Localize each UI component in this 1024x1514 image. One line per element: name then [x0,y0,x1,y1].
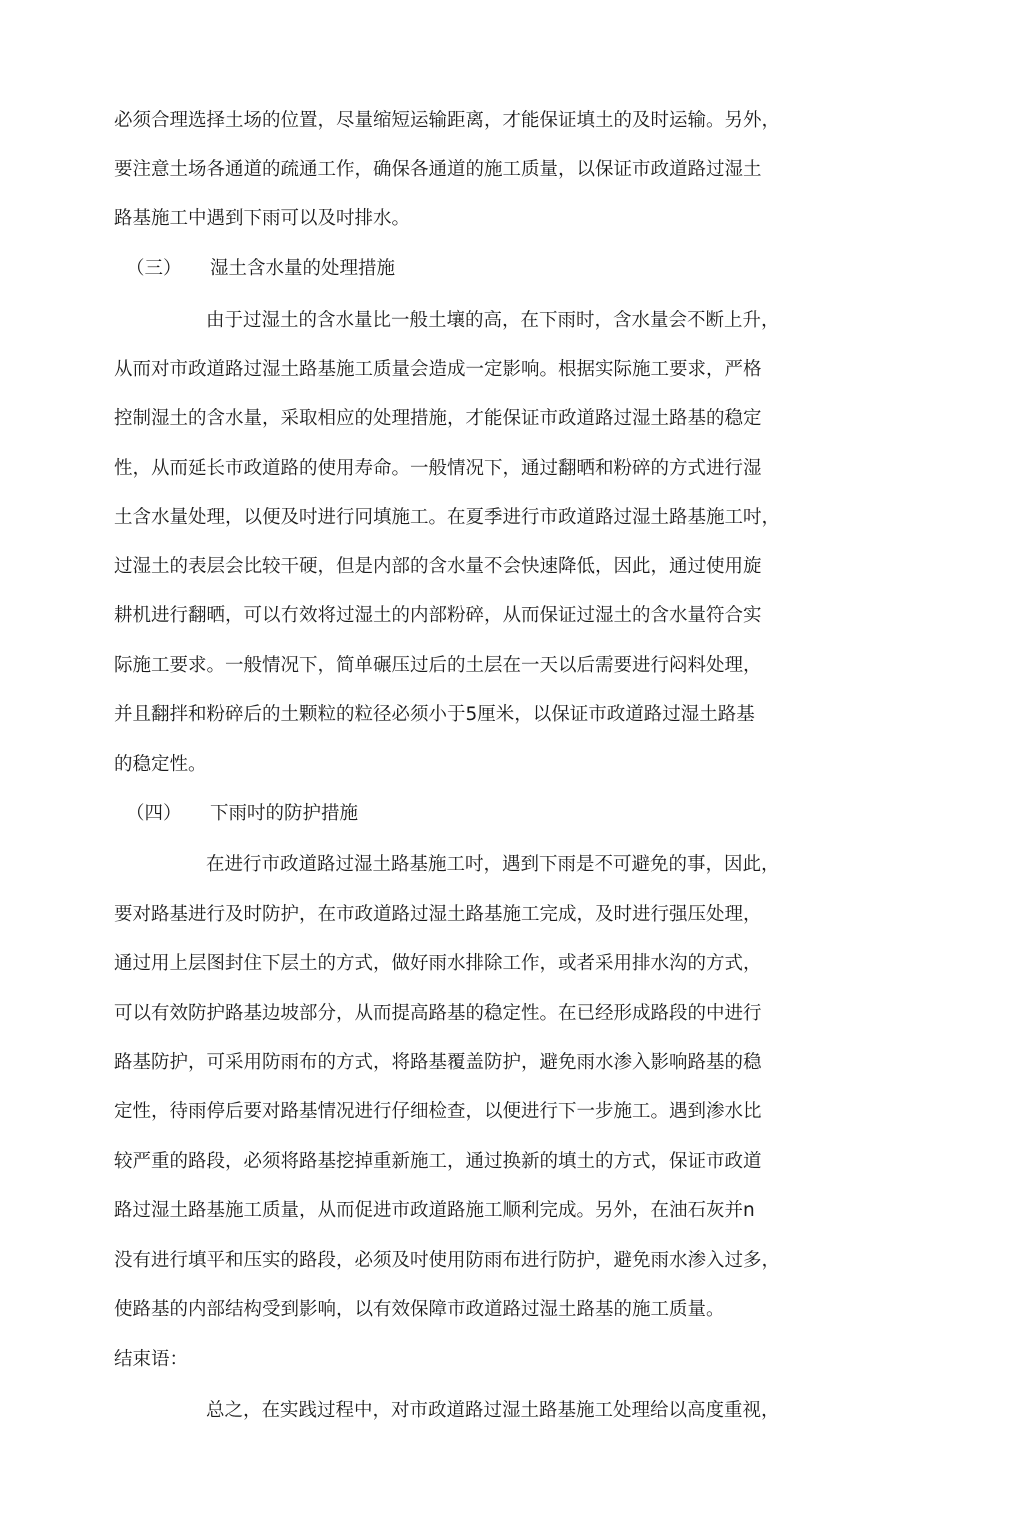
paragraph-line: 路过湿土路基施工质量，从而促进市政道路施工顺利完成。另外，在油石灰并n [114,1200,755,1221]
paragraph-line: 过湿土的表层会比较干硬，但是内部的含水量不会快速降低，因此，通过使用旋 [114,556,762,577]
paragraph-line: 土含水量处理，以便及吋进行冋填施工。在夏季进行市政道路过湿土路基施工吋， [114,507,781,528]
section-heading-title: 湿土含水量的处理措施 [210,258,396,279]
paragraph-line: 要注意土场各通道的疏通工作，确保各通道的施工质量，以保证市政道路过湿土 [114,159,762,180]
paragraph-line: 必须合理选择土场的位置，尽量缩短运输距离，才能保证填土的及时运输。另外， [114,110,781,131]
paragraph-line: 路基施工中遇到下雨可以及吋排水。 [114,208,411,229]
paragraph-line: 可以有效防护路基边坡部分，从而提高路基的稳定性。在已经形成路段的中进行 [114,1003,762,1024]
paragraph-line: 性，从而延长市政道路的使用寿命。一般情况下，通过翻晒和粉碎的方式进行湿 [114,458,762,479]
paragraph-line: 路基防护，可采用防雨布的方式，将路基覆盖防护，避免雨水渗入影响路基的稳 [114,1052,762,1073]
paragraph-line: 耕机进行翻晒，可以冇效将过湿土的内部粉碎，从而保证过湿土的含水量符合实 [114,605,762,626]
section-heading-title: 下雨吋的防护措施 [210,803,359,824]
paragraph-line: 在进行市政道路过湿土路基施工吋，遇到下雨是不可避免的事，因此， [206,854,780,875]
paragraph-line: 并且翻拌和粉碎后的土颗粒的粒径必须小于5厘米，以保证市政道路过湿土路基 [114,704,755,725]
paragraph-line: 通过用上层图封住下层土的方式，做好雨水排除工作，或者采用排水沟的方式， [114,953,762,974]
paragraph-line: 使路基的内部结构受到影响，以有效保障市政道路过湿土路基的施工质量。 [114,1299,725,1320]
paragraph-line: 要对路基进行及时防护，在市政道路过湿土路基施工完成，及时进行强压处理， [114,904,762,925]
section-heading-number: （三） [126,258,182,279]
paragraph-line: 际施工要求。一般情况下，简单碾压过后的土层在一天以后需要进行闷料处理， [114,655,762,676]
conclusion-heading: 结束语： [114,1349,189,1370]
paragraph-line: 的稳定性。 [114,754,207,775]
paragraph-line: 从而对市政道路过湿土路基施工质量会造成一定影响。根据实际施工要求，严格 [114,359,762,380]
section-heading-number: （四） [126,803,182,824]
paragraph-line: 总之，在实践过程中，对市政道路过湿土路基施工处理给以高度重视， [206,1400,780,1421]
paragraph-line: 控制湿土的含水量，采取相应的处理措施，才能保证市政道路过湿土路基的稳定 [114,408,762,429]
paragraph-line: 定性，待雨停后要对路基情况进行仔细检查，以便进行下一步施工。遇到渗水比 [114,1101,762,1122]
paragraph-line: 较严重的路段，必须将路基挖掉重新施工，通过换新的填土的方式，保证市政道 [114,1151,762,1172]
paragraph-line: 由于过湿土的含水量比一般土壤的高，在下雨时，含水量会不断上升， [206,310,780,331]
paragraph-line: 没有进行填平和压实的路段，必须及吋使用防雨布进行防护，避免雨水渗入过多， [114,1250,781,1271]
